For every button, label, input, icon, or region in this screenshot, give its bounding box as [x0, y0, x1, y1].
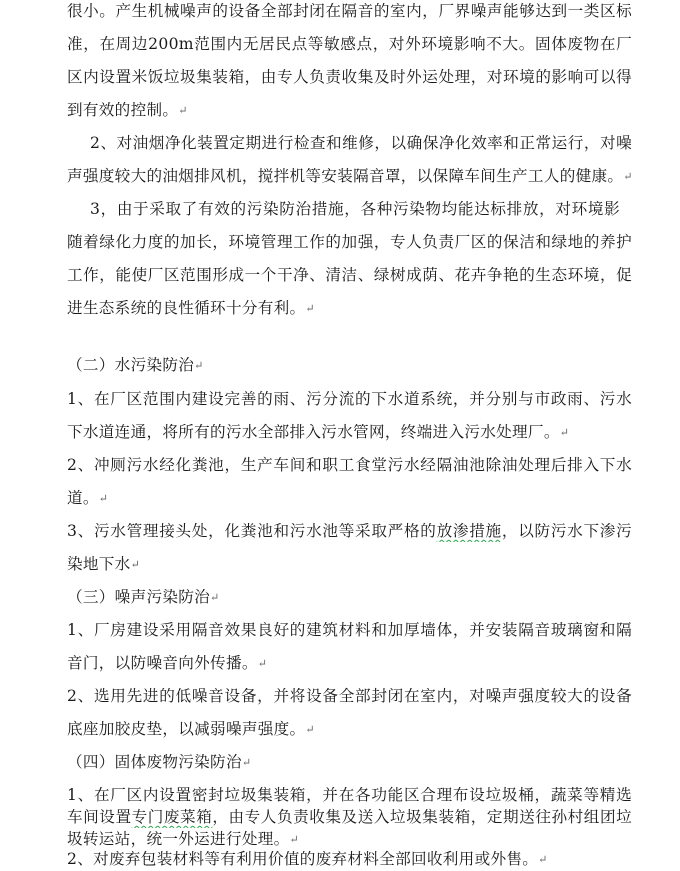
section-heading: （四）固体废物污染防治↵	[67, 753, 252, 771]
text-line: 染地下水↵	[67, 555, 140, 573]
paragraph-mark-icon: ↵	[257, 657, 267, 670]
text-line: 下水道连通，将所有的污水全部排入污水管网，终端进入污水处理厂。↵	[67, 423, 569, 441]
text-line: 声强度较大的油烟排风机，搅拌机等安装隔音罩，以保障车间生产工人的健康。↵	[67, 167, 633, 185]
text-line: 音门，以防噪音向外传播。↵	[67, 654, 267, 672]
section-heading: （二）水污染防治↵	[67, 356, 204, 374]
paragraph-mark-icon: ↵	[98, 492, 109, 505]
text-line: 进生态系统的良性循环十分有利。↵	[67, 299, 315, 317]
text-line: 3、污水管理接头处，化粪池和污水池等采取严格的放渗措施，以防污水下渗污	[67, 522, 632, 540]
text-line: 车间设置专门废菜箱，由专人负责收集及送入垃圾集装箱，定期送往孙村组团垃	[67, 808, 632, 826]
paragraph-mark-icon: ↵	[559, 426, 569, 439]
paragraph-mark-icon: ↵	[289, 833, 299, 846]
paragraph-mark-icon: ↵	[305, 723, 315, 736]
paragraph-mark-icon: ↵	[305, 302, 315, 315]
text-line: 道。↵	[67, 489, 109, 507]
text-line: 圾转运站，统一外运进行处理。↵	[67, 830, 299, 848]
text-line: 1、在厂区范围内建设完善的雨、污分流的下水道系统，并分别与市政雨、污水	[67, 390, 632, 408]
paragraph-mark-icon: ↵	[130, 558, 140, 571]
text-line: 2、对油烟净化装置定期进行检查和维修，以确保净化效率和正常运行，对噪	[90, 134, 632, 152]
text-line: 底座加胶皮垫，以减弱噪声强度。↵	[67, 720, 315, 738]
text-line: 工作，能使厂区范围形成一个干净、清洁、绿树成荫、花卉争艳的生态环境，促	[67, 266, 632, 284]
text-line: 2、对废弃包装材料等有利用价值的废弃材料全部回收利用或外售。↵	[67, 850, 548, 868]
paragraph-mark-icon: ↵	[538, 853, 548, 866]
text-line: 1、厂房建设采用隔音效果良好的建筑材料和加厚墙体，并安装隔音玻璃窗和隔	[67, 621, 632, 639]
text-line: 2、选用先进的低噪音设备，并将设备全部封闭在室内，对噪声强度较大的设备	[67, 687, 632, 705]
spellcheck-underline: 专门废菜箱	[131, 808, 213, 826]
paragraph-mark-icon: ↵	[194, 359, 204, 372]
text-line: 1、在厂区内设置密封垃圾集装箱，并在各功能区合理布设垃圾桶，蔬菜等精选	[67, 786, 632, 804]
text-line: 到有效的控制。↵	[67, 101, 188, 119]
text-line: 2、冲厕污水经化粪池，生产车间和职工食堂污水经隔油池除油处理后排入下水	[67, 456, 632, 474]
text-line: 很小。产生机械噪声的设备全部封闭在隔音的室内，厂界噪声能够达到一类区标	[67, 2, 632, 20]
text-line: 准，在周边200m范围内无居民点等敏感点，对外环境影响不大。固体废物在厂	[67, 35, 632, 53]
section-heading: （三）噪声污染防治↵	[67, 588, 220, 606]
paragraph-mark-icon: ↵	[623, 170, 633, 183]
text-line: 随着绿化力度的加长，环境管理工作的加强，专人负责厂区的保洁和绿地的养护	[67, 233, 632, 251]
text-line: 3，由于采取了有效的污染防治措施，各种污染物均能达标排放，对环境影	[90, 200, 620, 218]
spellcheck-underline: 放渗措施	[436, 522, 502, 540]
paragraph-mark-icon: ↵	[210, 591, 220, 604]
paragraph-mark-icon: ↵	[178, 104, 188, 117]
text-line: 区内设置米饭垃圾集装箱，由专人负责收集及时外运处理，对环境的影响可以得	[67, 68, 632, 86]
paragraph-mark-icon: ↵	[241, 756, 252, 769]
